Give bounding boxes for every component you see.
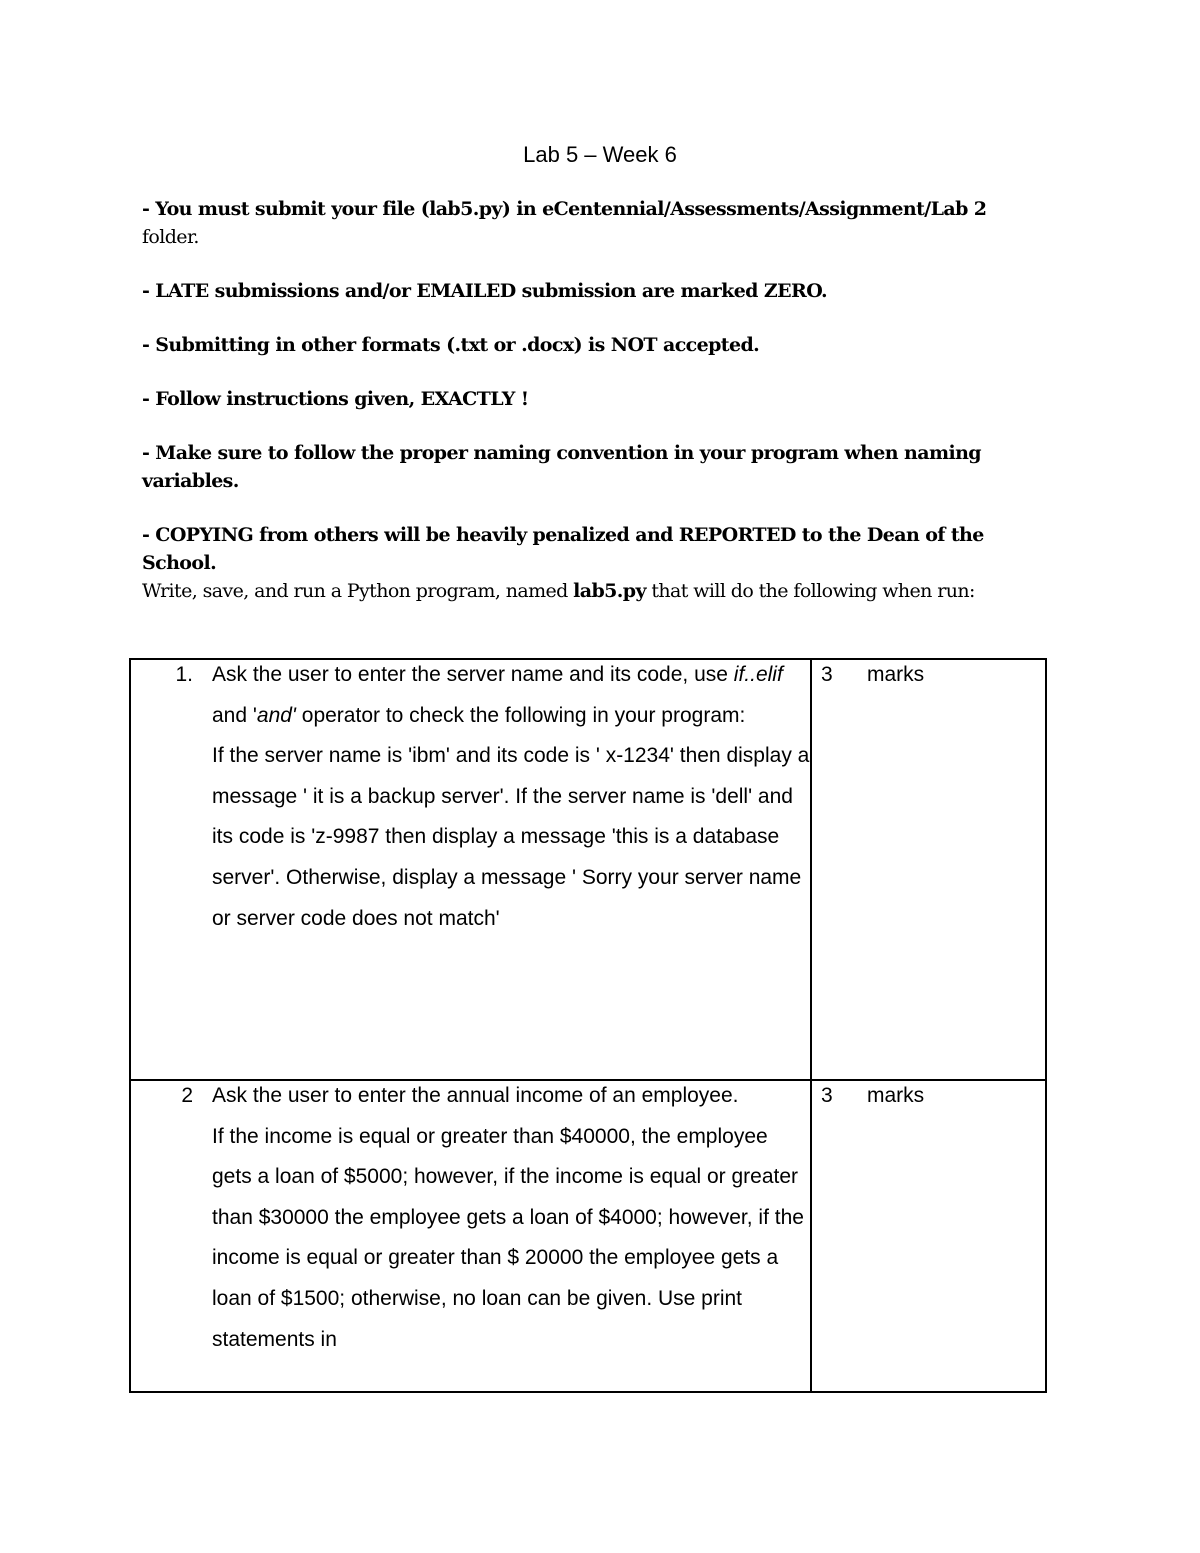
rule-formats: - Submitting in other formats (.txt or .docx) is NOT accepted.: [142, 334, 760, 356]
intro-text: [142, 577, 1042, 605]
task-intro-and: and': [256, 703, 296, 727]
task-table: [129, 658, 1047, 1393]
task-intro-text: Ask the user to enter the server name and its code, use: [212, 663, 734, 686]
page-title: Lab 5 – Week 6: [523, 142, 677, 167]
task-marks: [821, 658, 924, 696]
task-intro: [212, 658, 812, 736]
rule-submit: [142, 195, 1022, 251]
task-description: [212, 1076, 812, 1360]
rules-list: [142, 195, 1022, 603]
task-intro: Ask the user to enter the annual income of an employee.: [212, 1084, 739, 1107]
task-number: 1.: [175, 663, 193, 686]
task-marks: [821, 1076, 924, 1117]
rule-submit-text: - You must submit your file (lab5.py) in eCentennial/Assessments/Assignment/Lab 2: [142, 198, 987, 220]
task-description: [212, 658, 812, 939]
rule-submit-end: folder.: [142, 226, 199, 248]
rule-copying: - COPYING from others will be heavily penalized and REPORTED to the Dean of the School.: [142, 524, 984, 574]
task-intro-if-elif: if..elif: [733, 663, 783, 686]
intro-before: Write, save, and run a Python program, named: [142, 580, 574, 602]
task-marks-label: marks: [867, 1084, 925, 1107]
intro-after: that will do the following when run:: [645, 580, 975, 602]
task-marks-label: marks: [867, 663, 925, 686]
rule-follow: - Follow instructions given, EXACTLY !: [142, 388, 529, 410]
rule-naming: - Make sure to follow the proper naming convention in your program when naming variables.: [142, 442, 981, 492]
task-points: 3: [821, 663, 833, 686]
task-number: 2: [181, 1084, 193, 1107]
rule-late: - LATE submissions and/or EMAILED submission are marked ZERO.: [142, 280, 828, 302]
task-points: 3: [821, 1084, 833, 1107]
intro-filename: lab5.py: [573, 580, 646, 602]
task-intro-and-prefix: and ': [212, 703, 257, 727]
task-intro-rest: operator to check the following in your program:: [295, 703, 746, 727]
task-body: If the income is equal or greater than $40000, the employee gets a loan of $5000; however, if the income is equal or greater than $30000 the employee gets a loan of $4000; however, if the income is equal or greater than $ 20000 the employee gets a loan of $1500; otherwise, no loan can be given. Use print statements in: [212, 1124, 804, 1351]
task-body: If the server name is 'ibm' and its code is ' x-1234' then display a message ' it is a backup server'. If the server name is 'dell' and its code is 'z-9987 then display a message 'this is a database server'. Otherwise, display a message ' Sorry your server name or server code does not match': [212, 744, 810, 930]
